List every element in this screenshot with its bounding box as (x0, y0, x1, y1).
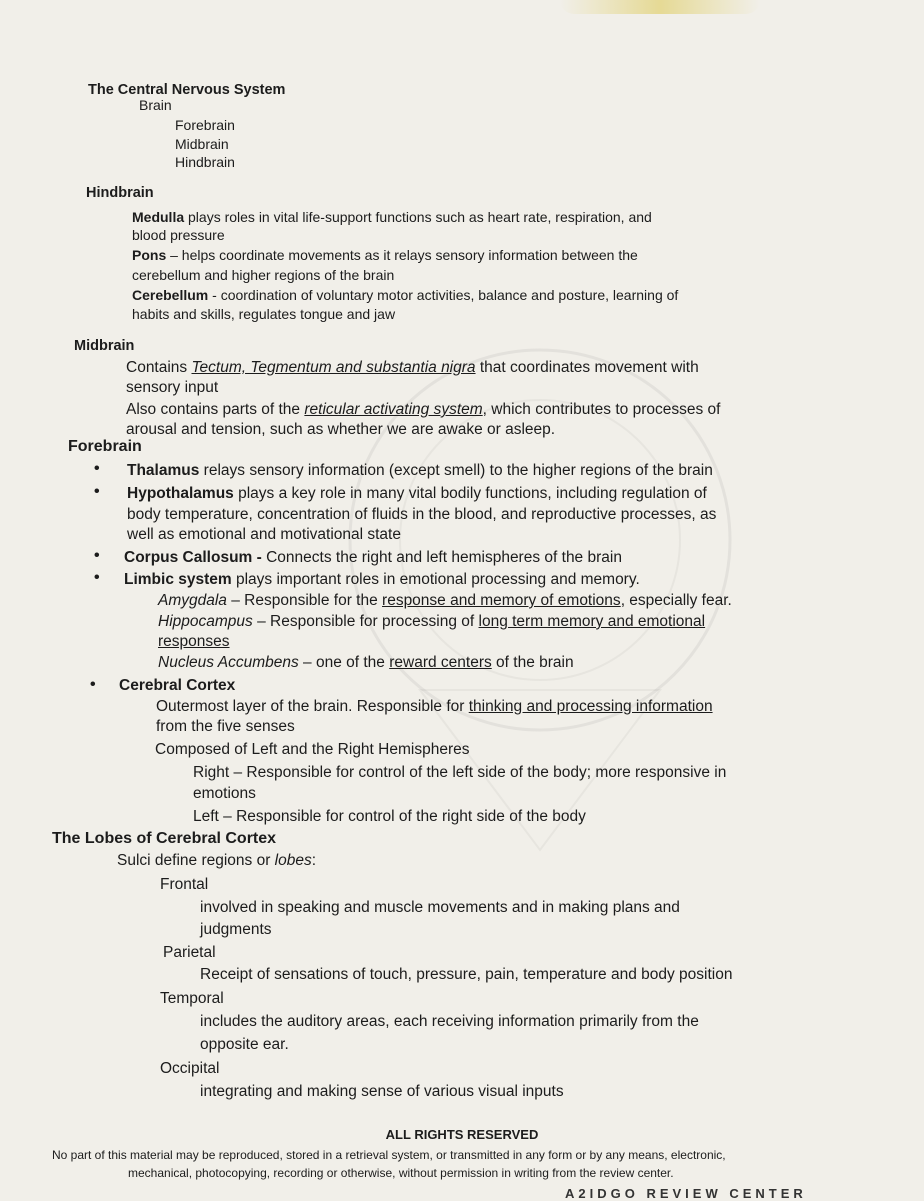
copyright-line-2: mechanical, photocopying, recording or otherwise, without permission in writing from the review center. (128, 1166, 674, 1180)
right-hemisphere-line-2: emotions (193, 785, 256, 802)
lobe-parietal: Parietal (163, 944, 216, 961)
temporal-line-2: opposite ear. (200, 1036, 289, 1053)
review-center-brand: A2IDGO REVIEW CENTER (565, 1186, 807, 1201)
bullet-hypothalamus: • (94, 483, 100, 500)
right-hemisphere-line-1: Right – Responsible for control of the left side of the body; more responsive in (193, 764, 727, 781)
cortex-line-2: from the five senses (156, 718, 295, 735)
parietal-line-1: Receipt of sensations of touch, pressure, pain, temperature and body position (200, 966, 733, 983)
forebrain-title: Forebrain (68, 438, 142, 455)
lobe-occipital: Occipital (160, 1060, 220, 1077)
cerebellum-line-1: Cerebellum - coordination of voluntary motor activities, balance and posture, learning of (132, 287, 679, 303)
midbrain-line-4: arousal and tension, such as whether we are awake or asleep. (126, 421, 556, 438)
occipital-line-1: integrating and making sense of various visual inputs (200, 1083, 564, 1100)
lobe-frontal: Frontal (160, 876, 209, 893)
cns-brain: Brain (139, 97, 172, 113)
cortex-line-3: Composed of Left and the Right Hemispheres (155, 741, 470, 758)
bullet-cerebral-cortex: • (90, 676, 96, 693)
pons-line-1: Pons – helps coordinate movements as it relays sensory information between the (132, 247, 638, 263)
hypothalamus-line-1: Hypothalamus plays a key role in many vital bodily functions, including regulation of (127, 485, 707, 502)
bullet-corpus-callosum: • (94, 547, 100, 564)
hypothalamus-line-3: well as emotional and motivational state (127, 526, 401, 543)
hindbrain-title: Hindbrain (86, 185, 154, 201)
bullet-limbic: • (94, 569, 100, 586)
midbrain-line-2: sensory input (126, 379, 219, 396)
cortex-line-1: Outermost layer of the brain. Responsible for thinking and processing information (156, 698, 713, 715)
left-hemisphere-line: Left – Responsible for control of the right side of the body (193, 808, 586, 825)
temporal-line-1: includes the auditory areas, each receiving information primarily from the (200, 1013, 699, 1030)
nucleus-accumbens-line: Nucleus Accumbens – one of the reward centers of the brain (158, 654, 574, 671)
frontal-line-1: involved in speaking and muscle movements and in making plans and (200, 899, 680, 916)
lobes-intro: Sulci define regions or lobes: (117, 852, 317, 869)
hippocampus-line-2: responses (158, 633, 230, 650)
cerebral-cortex-title: Cerebral Cortex (119, 677, 236, 694)
lobe-temporal: Temporal (160, 990, 224, 1007)
midbrain-line-1: Contains Tectum, Tegmentum and substantia nigra that coordinates movement with (126, 359, 699, 376)
highlight-smudge (560, 0, 760, 14)
midbrain-line-3: Also contains parts of the reticular activating system, which contributes to processes of (126, 401, 721, 418)
cerebellum-line-2: habits and skills, regulates tongue and jaw (132, 306, 396, 322)
medulla-line-1: Medulla plays roles in vital life-support functions such as heart rate, respiration, and (132, 209, 652, 225)
lobes-title: The Lobes of Cerebral Cortex (52, 830, 277, 847)
hippocampus-line-1: Hippocampus – Responsible for processing of long term memory and emotional (158, 613, 706, 630)
copyright-line-1: No part of this material may be reproduced, stored in a retrieval system, or transmitted in any form or by any means, electronic, (52, 1148, 726, 1162)
thalamus-line: Thalamus relays sensory information (except smell) to the higher regions of the brain (127, 462, 713, 479)
cns-part-midbrain: Midbrain (175, 136, 229, 152)
corpus-callosum-line: Corpus Callosum - Connects the right and left hemispheres of the brain (124, 549, 622, 566)
amygdala-line: Amygdala – Responsible for the response and memory of emotions, especially fear. (158, 592, 732, 609)
frontal-line-2: judgments (200, 921, 272, 938)
medulla-line-2: blood pressure (132, 227, 225, 243)
midbrain-title: Midbrain (74, 338, 135, 354)
rights-reserved: ALL RIGHTS RESERVED (385, 1127, 539, 1142)
cns-part-forebrain: Forebrain (175, 117, 235, 133)
hypothalamus-line-2: body temperature, concentration of fluids in the blood, and reproductive processes, as (127, 506, 717, 523)
cns-title: The Central Nervous System (88, 82, 286, 98)
limbic-line: Limbic system plays important roles in emotional processing and memory. (124, 571, 640, 588)
cns-part-hindbrain: Hindbrain (175, 154, 235, 170)
bullet-thalamus: • (94, 460, 100, 477)
pons-line-2: cerebellum and higher regions of the brain (132, 267, 395, 283)
